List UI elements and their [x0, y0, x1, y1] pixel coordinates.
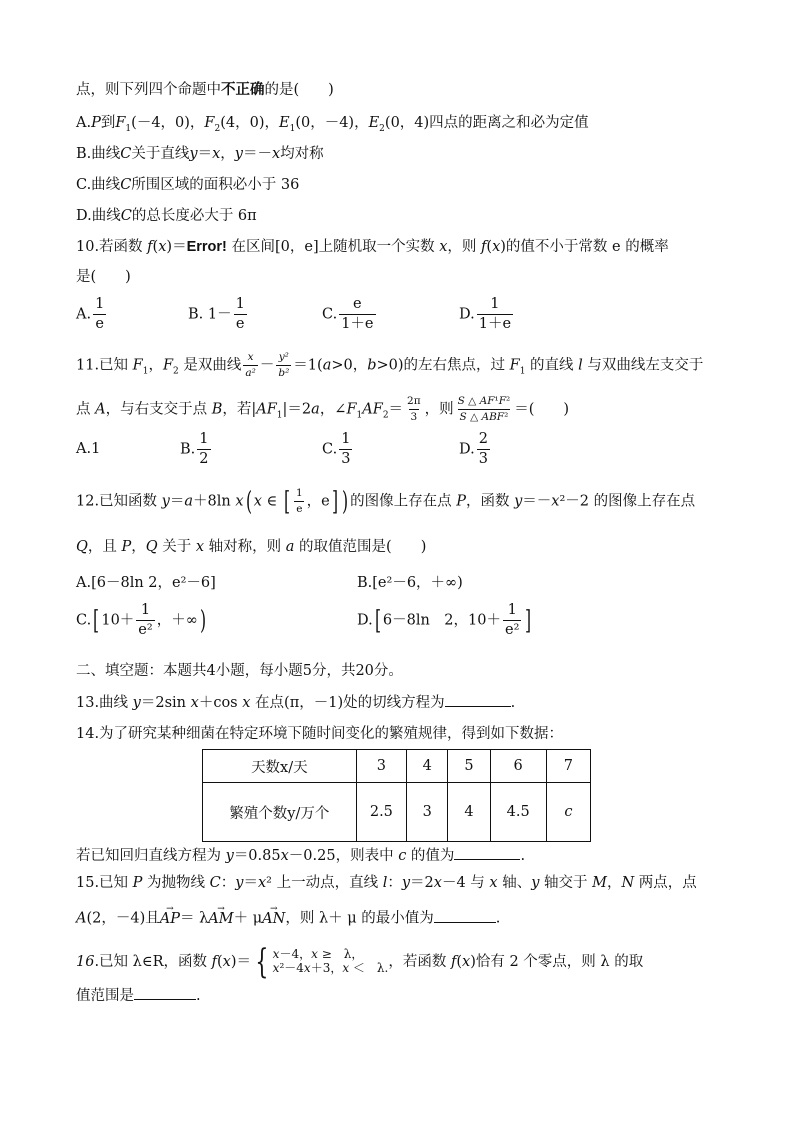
q11-option-b: B. $\frac{1}{2}$ [180, 431, 209, 468]
table-row-days [203, 750, 591, 783]
q12-stem-line1: 12.已知函数 y＝a＋8ln x( x ∈ [ $\frac{1}{e}$ ，e] ) 的图像上存在点 P，函数 y＝－x²－2 的图像上存在点 [76, 486, 696, 517]
q11-stem-line1: 11.已知 $F_1$，$F_2$ 是双曲线 $\frac{x}{\text{a²}}$ － $\frac{\text{y²}}{\text{b²}}$ ＝1(a>0，b>0)的左右焦点，过 $F_1$ 的直线 l 与双曲线左支交于 [76, 351, 704, 380]
q9-stem: 点，则下列四个命题中不正确的是( ) [76, 81, 334, 98]
q12-option-b: B.[e²－6，＋∞) [357, 575, 463, 591]
q10-option-b: B. 1－ $\frac{1}{e}$ [188, 296, 245, 333]
table-cell: 2.5 [356, 783, 406, 842]
q10-option-a: A. $\frac{1}{e}$ [76, 296, 105, 333]
q9-option-c: C.曲线C所围区域的面积必小于 36 [76, 177, 300, 193]
q12-option-a: A.[6－8ln 2，e²－6] [76, 575, 216, 591]
q11-option-a: A.1 [76, 441, 101, 457]
q14-stem-line2: 若已知回归直线方程为 y＝0.85x－0.25，则表中 c 的值为 . [76, 848, 526, 864]
q10-option-d: D. $\frac{1}{1+e}$ [459, 296, 512, 333]
table-cell: 7 [546, 750, 590, 783]
q16-stem-line1: 16.已知 λ∈R，函数 f(x)＝ { x－4，x ≥ λ， x²－4x＋3，x ＜ λ. ，若函数 f(x)恰有 2 个零点，则 λ 的取 [76, 942, 644, 982]
q11-stem-line2: 点 A，与右支交于点 B，若$|AF_1|=2a$，$\angle F_1AF_2=$ $\frac{2\pi}{3}$ ，则 $\frac{\text{S △ AF¹F²}}{\text{S △ ABF²}}$ ＝( ) [76, 395, 570, 424]
table-cell: 4 [407, 750, 448, 783]
q14-stem-line1: 14.为了研究某种细菌在特定环境下随时间变化的繁殖规律，得到如下数据： [76, 726, 564, 742]
q15-stem-line1: 15.已知 P 为抛物线 C：y＝x² 上一动点，直线 l：y＝2x－4 与 x 轴、y 轴交于 M，N 两点，点 [76, 875, 697, 891]
q10-option-c: C. $\frac{e}{1+e}$ [322, 296, 374, 333]
q10-stem-line1: 10.若函数 f(x)＝Error! 在区间[0，e]上随机取一个实数 x，则 f(x)的值不小于常数 e 的概率 [76, 239, 669, 255]
data-table [202, 749, 591, 842]
q15-stem-line2: A(2，－4)且 → AP ＝ λ → AM ＋ μ → AN ，则 λ＋ μ 的最小值为 . [76, 904, 501, 928]
q9-option-a: A.P到$F_1(-4$，0)，$F_2(4$，0)，$E_1(0$，－4)，$E_2(0$，4)四点的距离之和必为定值 [76, 115, 589, 134]
table-cell: 4 [448, 783, 490, 842]
q10-stem-line2: 是( ) [76, 269, 131, 285]
q12-option-c: C.[ 10＋ $\frac{1}{\text{e²}}$ ，＋∞) [76, 602, 206, 639]
q12-option-d: D.[ 6－8ln 2，10＋ $\frac{1}{\text{e²}}$ ] [357, 602, 532, 639]
table-header-days: 天数x/天 [203, 750, 357, 783]
table-cell: 4.5 [490, 783, 546, 842]
q11-option-c: C. $\frac{1}{3}$ [322, 431, 351, 468]
table-cell: 3 [407, 783, 448, 842]
q11-option-d: D. $\frac{2}{3}$ [459, 431, 488, 468]
q9-option-d: D.曲线C的总长度必大于 6π [76, 208, 257, 224]
q16-stem-line2: 值范围是 . [76, 988, 201, 1004]
q9-option-b: B.曲线C关于直线y＝x，y＝－x均对称 [76, 146, 324, 162]
section-fill-in-heading: 二、填空题：本题共4小题，每小题5分，共20分。 [76, 663, 403, 679]
table-cell: 3 [356, 750, 406, 783]
table-cell: c [546, 783, 590, 842]
table-cell: 6 [490, 750, 546, 783]
table-row-count [203, 783, 591, 842]
q13-stem: 13.曲线 y＝2sin x＋cos x 在点(π，－1)处的切线方程为 . [76, 695, 516, 711]
table-cell: 5 [448, 750, 490, 783]
table-header-count: 繁殖个数y/万个 [203, 783, 357, 842]
q12-stem-line2: Q，且 P，Q 关于 x 轴对称，则 a 的取值范围是( ) [76, 539, 427, 555]
